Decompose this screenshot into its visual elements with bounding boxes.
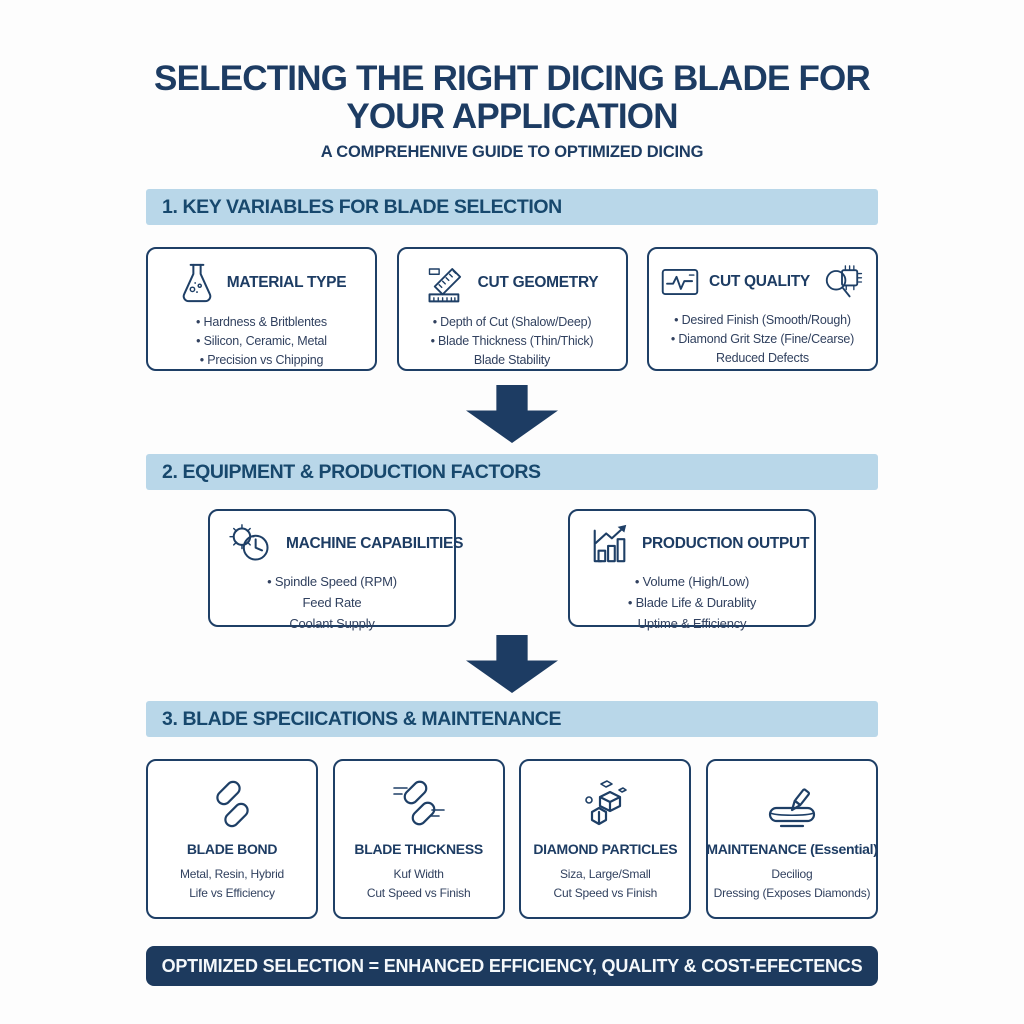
section-2-cards (146, 509, 878, 631)
card-head (220, 523, 464, 565)
flask-icon (177, 261, 217, 305)
card-line: • Volume (High/Low) (634, 574, 750, 589)
card-line: Life vs Efficiency (189, 886, 275, 900)
card-line: Blade Stability (473, 353, 551, 367)
card-line: • Silicon, Ceramic, Metal (196, 334, 327, 348)
card-maintenance (706, 759, 878, 919)
section-3-header: 3. BLADE SPECIICATIONS & MAINTENANCE (162, 707, 562, 730)
card-line: • Precision vs Chipping (199, 353, 324, 367)
card-line: Reduced Defects (716, 351, 809, 365)
card-title: DIAMOND PARTICLES (533, 841, 678, 857)
section-3-header-bar (146, 701, 878, 737)
footer-text: OPTIMIZED SELECTION = ENHANCED EFFICIENCY, QUALITY & COST-EFECTENCS (161, 955, 863, 976)
card-line: • Diamond Grit Stze (Fine/Cearse) (670, 332, 855, 346)
card-material-type (146, 247, 377, 371)
section-2-header-bar (146, 454, 878, 490)
card-head (407, 261, 618, 305)
card-line: • Blade Thickness (Thin/Thick) (430, 334, 594, 348)
card-line: Metal, Resin, Hybrid (179, 867, 285, 881)
card-production-output (568, 509, 816, 631)
card-lines (180, 865, 284, 903)
card-line: Cut Speed vs Finish (366, 886, 471, 900)
card-line: Uptime & Efficiency (637, 616, 747, 631)
card-blade-thickness (333, 759, 505, 919)
card-line: Feed Rate (302, 595, 362, 610)
title-line-1: SELECTING THE RIGHT DICING BLADE FOR (154, 59, 870, 98)
card-line: • Spindle Speed (RPM) (267, 574, 397, 589)
ruler-icon (426, 261, 468, 305)
card-title: CUT GEOMETRY (477, 274, 599, 291)
section-1-cards (146, 247, 878, 371)
pulse-icon (661, 266, 699, 298)
growth-chart-icon (588, 523, 632, 565)
section-1-header: 1. KEY VARIABLES FOR BLADE SELECTION (162, 195, 562, 218)
infographic-page (146, 0, 878, 986)
card-head (657, 261, 868, 303)
dressing-tool-icon (764, 773, 820, 837)
gear-clock-icon (228, 523, 276, 565)
card-line: • Blade Life & Durablity (627, 595, 757, 610)
card-head (580, 523, 810, 565)
card-machine-capabilities (208, 509, 464, 631)
title-line-2: YOUR APPLICATION (346, 97, 678, 136)
card-line: Cut Speed vs Finish (553, 886, 658, 900)
card-lines (367, 865, 471, 903)
section-1-header-bar (146, 189, 878, 225)
footer-banner (146, 946, 878, 986)
card-head (156, 261, 367, 305)
card-diamond-particles (519, 759, 691, 919)
card-title: PRODUCTION OUTPUT (642, 535, 810, 552)
chain-link-icon (209, 773, 255, 837)
card-title: BLADE THICKNESS (354, 841, 483, 857)
card-line: Kuf Width (393, 867, 444, 881)
card-lines (554, 865, 658, 903)
card-line: • Hardness & Britblentes (196, 315, 327, 329)
card-line: • Desired Finish (Smooth/Rough) (674, 313, 851, 327)
section-3-cards (146, 759, 878, 919)
card-cut-quality (647, 247, 878, 371)
card-line: Deciliog (771, 867, 813, 881)
card-lines (714, 865, 871, 903)
diamond-particles-icon (579, 773, 631, 837)
card-line: Coolant Supply (289, 616, 375, 631)
card-lines (657, 311, 868, 368)
card-title: BLADE BOND (186, 841, 278, 857)
card-lines (407, 313, 618, 370)
card-blade-bond (146, 759, 318, 919)
card-lines (156, 313, 367, 370)
down-arrow-2 (466, 635, 558, 693)
card-cut-geometry (397, 247, 628, 371)
section-2-header: 2. EQUIPMENT & PRODUCTION FACTORS (162, 460, 541, 483)
chip-magnifier-icon (820, 261, 864, 303)
card-title: MAINTENANCE (Essential) (706, 841, 878, 857)
card-title: MACHINE CAPABILITIES (286, 535, 464, 552)
card-line: Dressing (Exposes Diamonds) (713, 886, 871, 900)
card-title: MATERIAL TYPE (226, 274, 347, 291)
down-arrow-1 (466, 385, 558, 443)
chain-speed-icon (390, 773, 448, 837)
page-subtitle: A COMPREHENIVE GUIDE TO OPTIMIZED DICING (320, 143, 704, 161)
card-line: Siza, Large/Small (559, 867, 651, 881)
card-lines (220, 571, 444, 634)
page-title (146, 60, 878, 162)
card-lines (580, 571, 804, 634)
card-title: CUT QUALITY (709, 273, 810, 290)
card-line: • Depth of Cut (Shalow/Deep) (432, 315, 592, 329)
